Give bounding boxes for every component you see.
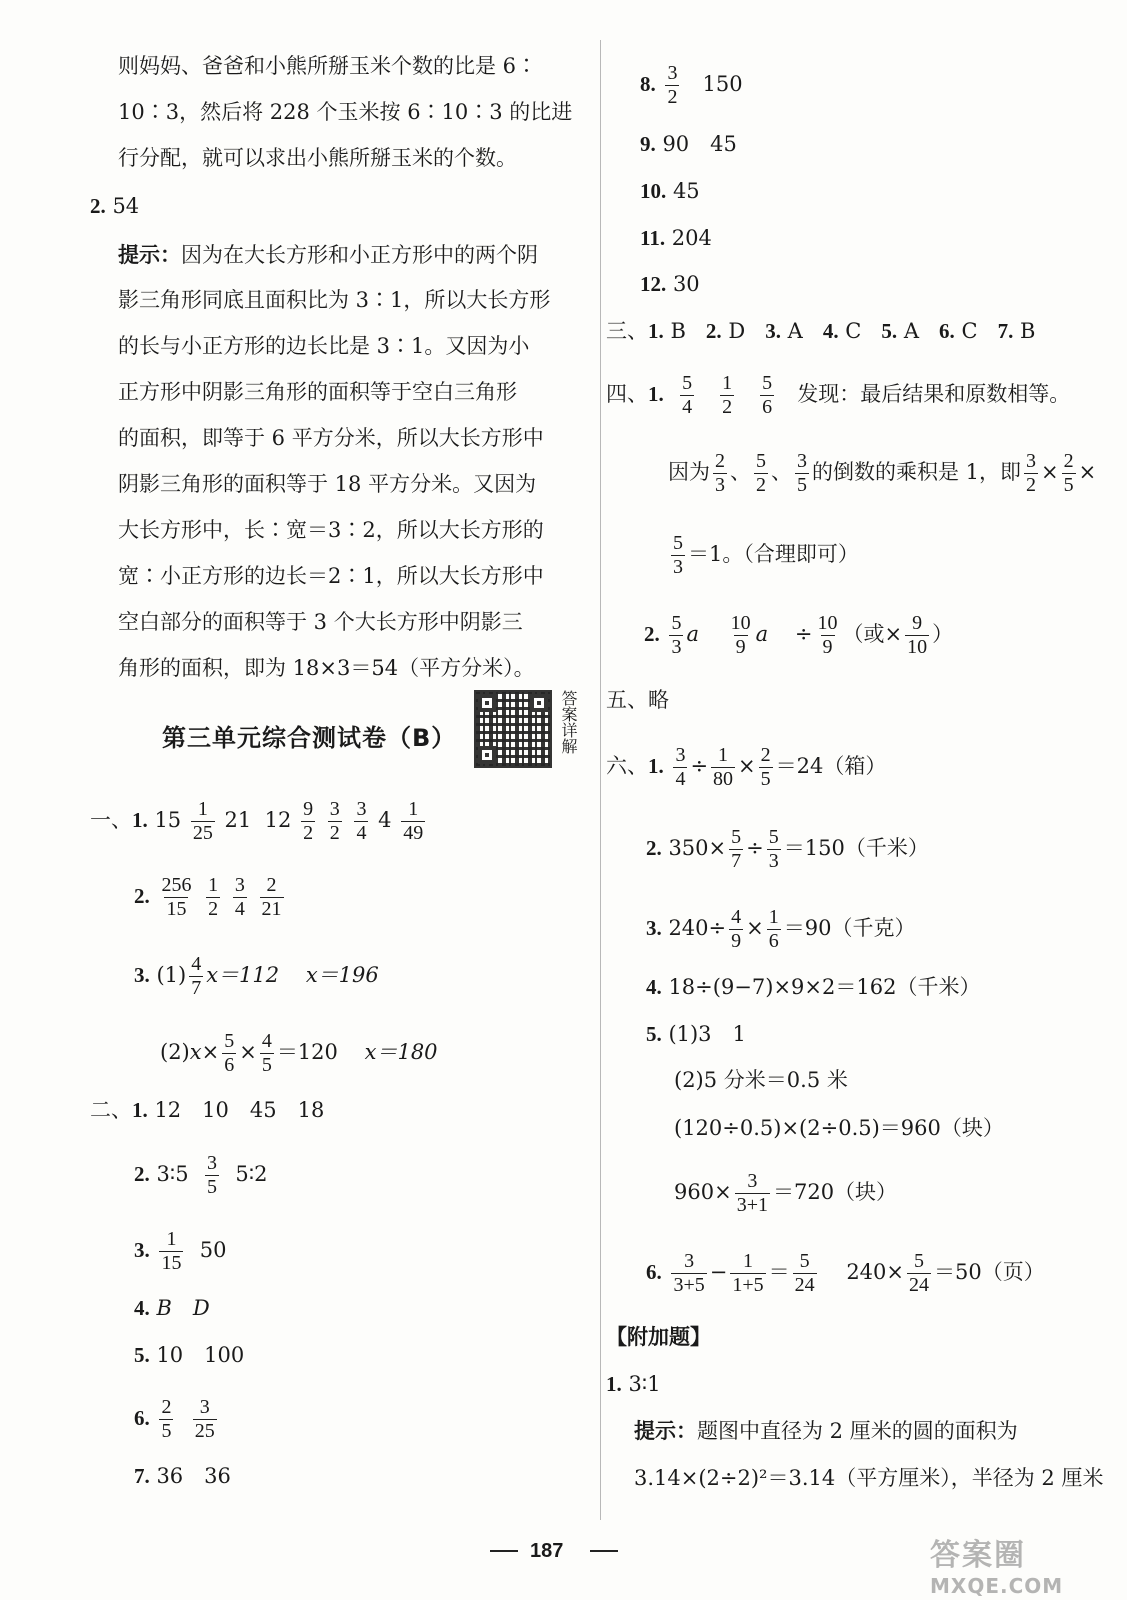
numerator: 5	[756, 450, 766, 472]
denominator: 10	[907, 636, 928, 658]
operator: ÷	[794, 622, 813, 646]
hint-line-10: 角形的面积，即为 18×3＝54（平方分米）。	[118, 656, 535, 680]
answer: C	[845, 319, 862, 343]
question-number: 10.	[640, 179, 667, 203]
qr-corner	[478, 694, 496, 712]
fraction	[905, 612, 929, 659]
answer: 5∶2	[235, 1162, 268, 1186]
value: 4	[378, 808, 392, 832]
numerator: 2	[715, 450, 725, 472]
qr-corner	[530, 694, 548, 712]
denominator: 3+5	[673, 1274, 705, 1296]
numerator: 1	[208, 874, 219, 896]
denominator: 1+5	[732, 1274, 764, 1296]
value: 12	[264, 808, 292, 832]
denominator: 9	[822, 636, 833, 658]
expression: 240×	[846, 1260, 904, 1284]
denominator: 15	[166, 898, 187, 920]
variable: a	[755, 622, 769, 646]
answer: A	[903, 319, 920, 343]
expression: 350×	[668, 836, 727, 860]
denominator: 3	[671, 636, 682, 658]
answer: C	[961, 319, 978, 343]
text: ＝1。（合理即可）	[688, 542, 859, 566]
fraction	[671, 532, 685, 579]
numerator: 5	[682, 372, 693, 394]
answer: 54	[112, 194, 140, 218]
text: （或×	[842, 622, 903, 646]
fraction	[711, 744, 735, 791]
result: ＝150（千米）	[783, 836, 929, 860]
separator: 、	[730, 460, 751, 484]
fraction	[671, 1250, 706, 1297]
question-number: 1.	[132, 808, 148, 832]
fraction	[222, 1030, 236, 1077]
result: ＝90（千克）	[783, 916, 916, 940]
sec1-q1	[90, 798, 428, 845]
numerator: 3	[199, 1396, 210, 1418]
hint-text: 题图中直径为 2 厘米的圆的面积为	[697, 1419, 1018, 1443]
sec4-q2	[644, 612, 953, 659]
fraction	[301, 798, 315, 845]
fraction	[665, 62, 679, 109]
text: 因为	[668, 460, 710, 484]
q8	[640, 62, 743, 109]
numerator: 3	[329, 798, 340, 820]
answer: D	[728, 319, 746, 343]
sec6-q5-4	[674, 1170, 897, 1217]
question-number: 3.	[134, 1238, 150, 1262]
denominator: 2	[1026, 474, 1037, 496]
result: x＝196	[305, 963, 379, 987]
sec6-q5	[646, 1024, 746, 1045]
variable: a	[686, 622, 699, 646]
numerator: 1	[408, 798, 419, 820]
result: 18÷(9−7)×9×2＝162（千米）	[668, 975, 981, 999]
question-number: 2.	[134, 1162, 150, 1186]
fraction	[205, 1152, 219, 1199]
question-number: 8.	[640, 72, 656, 96]
numerator: 3	[234, 874, 245, 896]
operator: −	[709, 1260, 728, 1284]
sec4-explain-2	[668, 532, 859, 579]
answer: 3∶5	[156, 1162, 189, 1186]
fraction	[159, 874, 193, 921]
expression: 240÷	[668, 916, 727, 940]
denominator: 9	[731, 930, 742, 952]
denominator: 9	[735, 636, 746, 658]
fraction	[354, 798, 368, 845]
fraction	[680, 372, 694, 419]
q11	[640, 228, 712, 249]
question-number: 1.	[648, 754, 664, 778]
watermark-text: 答案圈	[930, 1538, 1026, 1573]
question-number: 2.	[90, 194, 106, 218]
denominator: 3	[768, 850, 779, 872]
numerator: 10	[730, 612, 751, 634]
hint-line-1	[118, 244, 538, 266]
sec1-q2	[134, 874, 287, 921]
answer: 12 10 45 18	[154, 1098, 325, 1122]
question-number: 3.	[765, 319, 781, 343]
question-number: 4.	[822, 319, 839, 343]
numerator: 256	[161, 874, 192, 896]
numerator: 3	[1026, 450, 1037, 472]
answer: A	[787, 319, 803, 343]
operator: ÷	[690, 754, 709, 778]
hint-text: 因为在大长方形和小正方形中的两个阴	[181, 243, 538, 267]
answer: 150	[702, 72, 743, 96]
watermark-url: MXQE.COM	[930, 1574, 1064, 1598]
question-number: 1.	[648, 382, 664, 406]
q10	[640, 181, 700, 202]
answer: 204	[671, 226, 712, 250]
extra-title: 【附加题】	[606, 1324, 711, 1349]
operator: ×	[1041, 460, 1059, 484]
question-number: 5.	[646, 1022, 662, 1046]
sub-label: (1)	[156, 963, 187, 987]
fraction	[795, 450, 809, 497]
denominator: 5	[797, 474, 807, 496]
question-number: 2.	[644, 622, 660, 646]
sec6-q1	[606, 744, 886, 791]
question-number: 3.	[646, 916, 662, 940]
expression: 960×	[674, 1180, 732, 1204]
fraction	[729, 612, 753, 659]
numerator: 3	[206, 1152, 217, 1174]
question-number: 2.	[705, 319, 722, 343]
sec2-q6	[134, 1396, 220, 1443]
numerator: 2	[266, 874, 277, 896]
operator: ×	[746, 916, 764, 940]
denominator: 5	[206, 1176, 217, 1198]
denominator: 4	[682, 396, 693, 418]
denominator: 5	[261, 1054, 272, 1076]
fraction	[729, 906, 743, 953]
text: ）	[932, 622, 954, 646]
denominator: 7	[731, 850, 742, 872]
denominator: 25	[192, 822, 213, 844]
sec3-answers	[606, 321, 1035, 342]
sec1-q3-2	[160, 1030, 438, 1077]
denominator: 3	[673, 556, 683, 578]
question-number: 6.	[134, 1406, 150, 1430]
answer: B D	[156, 1296, 210, 1320]
question-number: 12.	[640, 272, 667, 296]
numerator: 2	[161, 1396, 172, 1418]
watermark	[930, 1530, 1063, 1598]
sec6-q6	[646, 1250, 1045, 1297]
footer-dash	[590, 1550, 618, 1552]
denominator: 5	[760, 768, 771, 790]
hint-line-2: 影三角形同底且面积比为 3∶1，所以大长方形	[118, 288, 551, 312]
denominator: 6	[762, 396, 773, 418]
denominator: 2	[329, 822, 340, 844]
sec6-q4	[646, 977, 980, 998]
question-number: 1.	[648, 319, 664, 343]
q12	[640, 274, 700, 295]
hint-line-9: 空白部分的面积等于 3 个大长方形中阴影三	[118, 610, 523, 634]
fraction	[193, 1396, 217, 1443]
result: ＝50（页）	[934, 1260, 1045, 1284]
question-number: 7.	[997, 319, 1014, 343]
qr-corner	[478, 746, 496, 764]
denominator: 49	[403, 822, 424, 844]
variable: x×	[189, 1040, 220, 1064]
footer-dash	[490, 1550, 518, 1552]
question-number: 1.	[606, 1372, 622, 1396]
sec2-q3	[134, 1228, 227, 1275]
hint-line-6: 阴影三角形的面积等于 18 平方分米。又因为	[118, 472, 537, 496]
denominator: 2	[722, 396, 733, 418]
numerator: 4	[191, 953, 202, 975]
numerator: 1	[718, 744, 729, 766]
question-number: 6.	[646, 1260, 662, 1284]
question-number: 5.	[134, 1343, 150, 1367]
fraction	[260, 874, 284, 921]
extra-hint-1	[634, 1420, 1018, 1442]
result: x＝180	[364, 1040, 438, 1064]
section-label: 一、	[90, 808, 132, 832]
denominator: 3+1	[736, 1194, 768, 1216]
question-number: 3.	[134, 963, 150, 987]
intro-line-3: 行分配，就可以求出小熊所掰玉米的个数。	[118, 146, 517, 170]
fraction	[767, 826, 781, 873]
answer: 90 45	[662, 132, 737, 156]
answer: 30	[672, 272, 700, 296]
fraction	[760, 372, 774, 419]
result: (1)3 1	[668, 1022, 746, 1046]
denominator: 2	[303, 822, 314, 844]
denominator: 5	[161, 1420, 172, 1442]
fraction	[159, 1396, 173, 1443]
fraction	[1024, 450, 1038, 497]
extra-hint-2: 3.14×(2÷2)²＝3.14（平方厘米），半径为 2 厘米	[634, 1466, 1104, 1490]
value: 15	[154, 808, 182, 832]
sec2-q4	[134, 1298, 210, 1319]
fraction	[767, 906, 781, 953]
question-number: 1.	[132, 1098, 148, 1122]
operator: ×	[738, 754, 756, 778]
fraction	[401, 798, 425, 845]
fraction	[713, 450, 727, 497]
fraction	[233, 874, 247, 921]
denominator: 24	[794, 1274, 815, 1296]
denominator: 6	[768, 930, 779, 952]
question-number: 6.	[939, 319, 955, 343]
denominator: 6	[224, 1054, 235, 1076]
denominator: 2	[208, 898, 219, 920]
denominator: 5	[1063, 474, 1074, 496]
numerator: 5	[224, 1030, 235, 1052]
sec2-q7	[134, 1466, 231, 1487]
numerator: 1	[197, 798, 208, 820]
question-number: 4.	[134, 1296, 150, 1320]
fraction	[816, 612, 840, 659]
numerator: 3	[675, 744, 686, 766]
operator: ×	[1078, 460, 1097, 484]
denominator: 24	[909, 1274, 929, 1296]
sec1-q3-1	[134, 953, 379, 1000]
sec2-q2	[134, 1152, 268, 1199]
fraction	[759, 744, 773, 791]
text: 的倒数的乘积是 1，即	[812, 460, 1022, 484]
answer: 45	[672, 179, 700, 203]
fraction	[189, 953, 203, 1000]
sec5: 五、略	[606, 688, 669, 712]
hint-line-4: 正方形中阴影三角形的面积等于空白三角形	[118, 380, 517, 404]
denominator: 4	[356, 822, 367, 844]
finding-text: 发现：最后结果和原数相等。	[797, 382, 1071, 406]
equation: ＝120	[276, 1040, 338, 1064]
section-label: 六、	[606, 754, 648, 778]
fraction	[793, 1250, 817, 1297]
fraction	[754, 450, 768, 497]
numerator: 3	[797, 450, 807, 472]
answer: B	[1020, 319, 1036, 343]
extra-q1	[606, 1374, 661, 1395]
sec2-q5	[134, 1345, 244, 1366]
fraction	[328, 798, 342, 845]
answer: 50	[199, 1238, 227, 1262]
sec4-explain-1	[668, 450, 1096, 497]
q9	[640, 134, 737, 155]
numerator: 1	[742, 1250, 753, 1272]
numerator: 5	[762, 372, 773, 394]
question-number: 7.	[134, 1464, 150, 1488]
qr-label: 答案详解	[559, 690, 578, 754]
numerator: 2	[760, 744, 771, 766]
numerator: 10	[817, 612, 838, 634]
hint-line-8: 宽∶小正方形的边长＝2∶1，所以大长方形中	[118, 564, 544, 588]
sec6-q2	[646, 826, 929, 873]
fraction	[729, 826, 743, 873]
answer: 10 100	[156, 1343, 245, 1367]
question-number: 2.	[134, 884, 150, 908]
numerator: 5	[768, 826, 779, 848]
denominator: 80	[713, 768, 734, 790]
equation: x＝112	[206, 963, 280, 987]
numerator: 5	[671, 612, 682, 634]
numerator: 3	[356, 798, 367, 820]
numerator: 5	[799, 1250, 810, 1272]
denominator: 21	[261, 898, 282, 920]
denominator: 7	[191, 977, 202, 999]
numerator: 3	[684, 1250, 695, 1272]
denominator: 15	[161, 1252, 182, 1274]
denominator: 2	[667, 86, 678, 108]
answer: B	[670, 319, 686, 343]
numerator: 5	[673, 532, 683, 554]
sec4-q1	[606, 372, 1070, 419]
fraction	[159, 1228, 183, 1275]
answer: 3∶1	[628, 1372, 661, 1396]
denominator: 4	[675, 768, 686, 790]
fraction	[191, 798, 215, 845]
sec6-q5-3: (120÷0.5)×(2÷0.5)＝960（块）	[674, 1116, 1004, 1140]
fraction	[1062, 450, 1076, 497]
separator: 、	[771, 460, 792, 484]
fraction	[260, 1030, 274, 1077]
page-number: 187	[530, 1540, 564, 1562]
numerator: 1	[722, 372, 733, 394]
numerator: 2	[1063, 450, 1074, 472]
denominator: 2	[756, 474, 766, 496]
intro-line-2: 10∶3，然后将 228 个玉米按 6∶10∶3 的比进	[118, 100, 573, 124]
fraction	[673, 744, 687, 791]
hint-label: 提示：	[118, 242, 181, 267]
denominator: 25	[194, 1420, 215, 1442]
question-number: 9.	[640, 132, 656, 156]
sec6-q3	[646, 906, 915, 953]
fraction	[720, 372, 734, 419]
denominator: 4	[234, 898, 245, 920]
section-label: 三、	[606, 319, 648, 343]
fraction	[735, 1170, 770, 1217]
numerator: 9	[303, 798, 314, 820]
hint-line-7: 大长方形中，长∶宽＝3∶2，所以大长方形的	[118, 518, 544, 542]
numerator: 4	[731, 906, 742, 928]
numerator: 4	[261, 1030, 272, 1052]
question-number: 4.	[646, 975, 662, 999]
denominator: 3	[715, 474, 725, 496]
section-label: 四、	[606, 382, 648, 406]
hint-label: 提示：	[634, 1418, 697, 1443]
numerator: 5	[731, 826, 742, 848]
fraction	[206, 874, 220, 921]
operator: ÷	[746, 836, 764, 860]
question-number: 2.	[646, 836, 662, 860]
intro-line-1: 则妈妈、爸爸和小熊所掰玉米个数的比是 6∶	[118, 54, 538, 78]
numerator: 1	[166, 1228, 177, 1250]
operator: ＝	[768, 1260, 790, 1284]
question-2	[90, 196, 139, 217]
hint-line-5: 的面积，即等于 6 平方分米，所以大长方形中	[118, 426, 544, 450]
value: 21	[224, 808, 252, 832]
question-number: 11.	[640, 226, 666, 250]
qr-code[interactable]	[474, 690, 552, 768]
numerator: 3	[667, 62, 678, 84]
operator: ×	[239, 1040, 257, 1064]
sec2-q1	[90, 1100, 324, 1121]
sec6-q5-2: (2)5 分米＝0.5 米	[674, 1068, 848, 1092]
fraction	[907, 1250, 931, 1297]
fraction	[730, 1250, 765, 1297]
sub-label: (2)	[160, 1040, 190, 1064]
section-label: 二、	[90, 1098, 132, 1122]
numerator: 3	[747, 1170, 758, 1192]
numerator: 5	[914, 1250, 924, 1272]
numerator: 9	[912, 612, 923, 634]
result: ＝720（块）	[772, 1180, 898, 1204]
question-number: 5.	[881, 319, 898, 343]
numerator: 1	[768, 906, 779, 928]
answer: 36 36	[156, 1464, 231, 1488]
result: ＝24（箱）	[775, 754, 887, 778]
section-title: 第三单元综合测试卷（B）	[162, 724, 457, 752]
column-divider	[600, 40, 601, 1520]
fraction	[669, 612, 683, 659]
hint-line-3: 的长与小正方形的边长比是 3∶1。又因为小	[118, 334, 530, 358]
